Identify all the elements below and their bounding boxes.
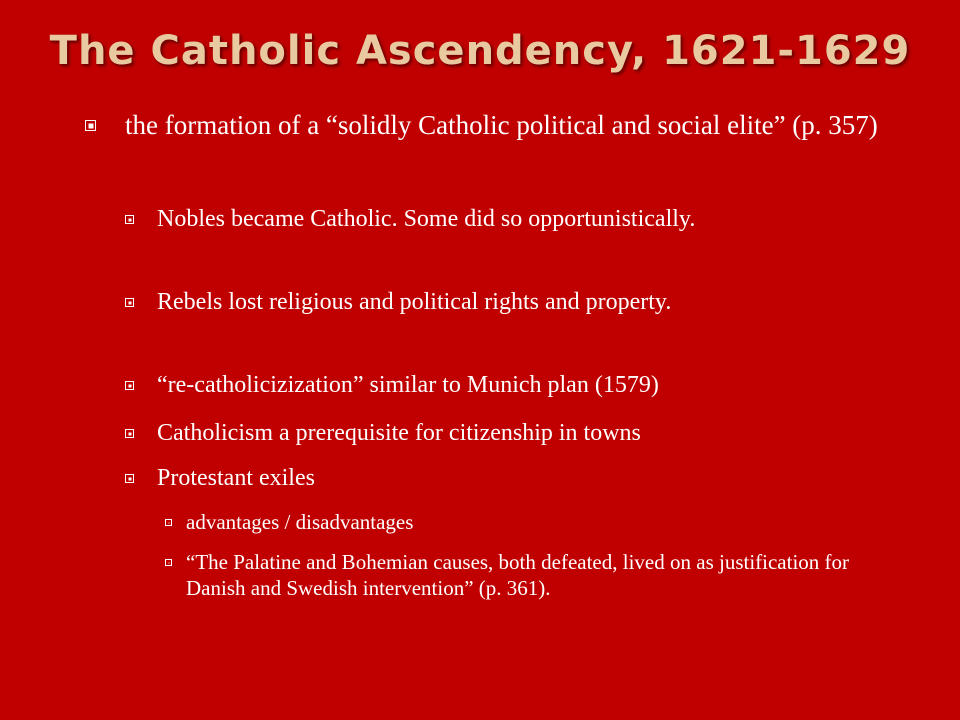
bullet-item-level2 bbox=[125, 204, 895, 234]
bullet-text: “re-catholicizization” similar to Munich plan (1579) bbox=[157, 372, 659, 398]
bullet-text: “The Palatine and Bohemian causes, both defeated, lived on as justification for Danish and Swedish intervention” (p. 361). bbox=[186, 550, 850, 600]
bullet-item-level1 bbox=[85, 108, 885, 143]
bullet-text: Rebels lost religious and political rights and property. bbox=[157, 289, 672, 315]
bullet-text: Protestant exiles bbox=[157, 465, 315, 491]
square-bullet-icon bbox=[125, 474, 134, 483]
bullet-item-level3 bbox=[165, 509, 885, 535]
slide-title: The Catholic Ascendency, 1621-1629 bbox=[49, 28, 911, 74]
bullet-item-level2 bbox=[125, 370, 895, 400]
bullet-text: Catholicism a prerequisite for citizenship in towns bbox=[157, 420, 641, 446]
bullet-text: the formation of a “solidly Catholic political and social elite” (p. 357) bbox=[125, 110, 878, 140]
bullet-item-level2 bbox=[125, 418, 895, 448]
square-bullet-icon bbox=[165, 559, 172, 566]
bullet-item-level3 bbox=[165, 549, 885, 601]
bullet-item-level2 bbox=[125, 463, 895, 493]
square-bullet-icon bbox=[85, 120, 96, 131]
square-bullet-icon bbox=[125, 298, 134, 307]
bullet-item-level2 bbox=[125, 287, 895, 317]
square-bullet-icon bbox=[125, 429, 134, 438]
square-bullet-icon bbox=[165, 519, 172, 526]
bullet-text: advantages / disadvantages bbox=[186, 510, 414, 534]
square-bullet-icon bbox=[125, 381, 134, 390]
bullet-text: Nobles became Catholic. Some did so opportunistically. bbox=[157, 206, 696, 232]
square-bullet-icon bbox=[125, 215, 134, 224]
